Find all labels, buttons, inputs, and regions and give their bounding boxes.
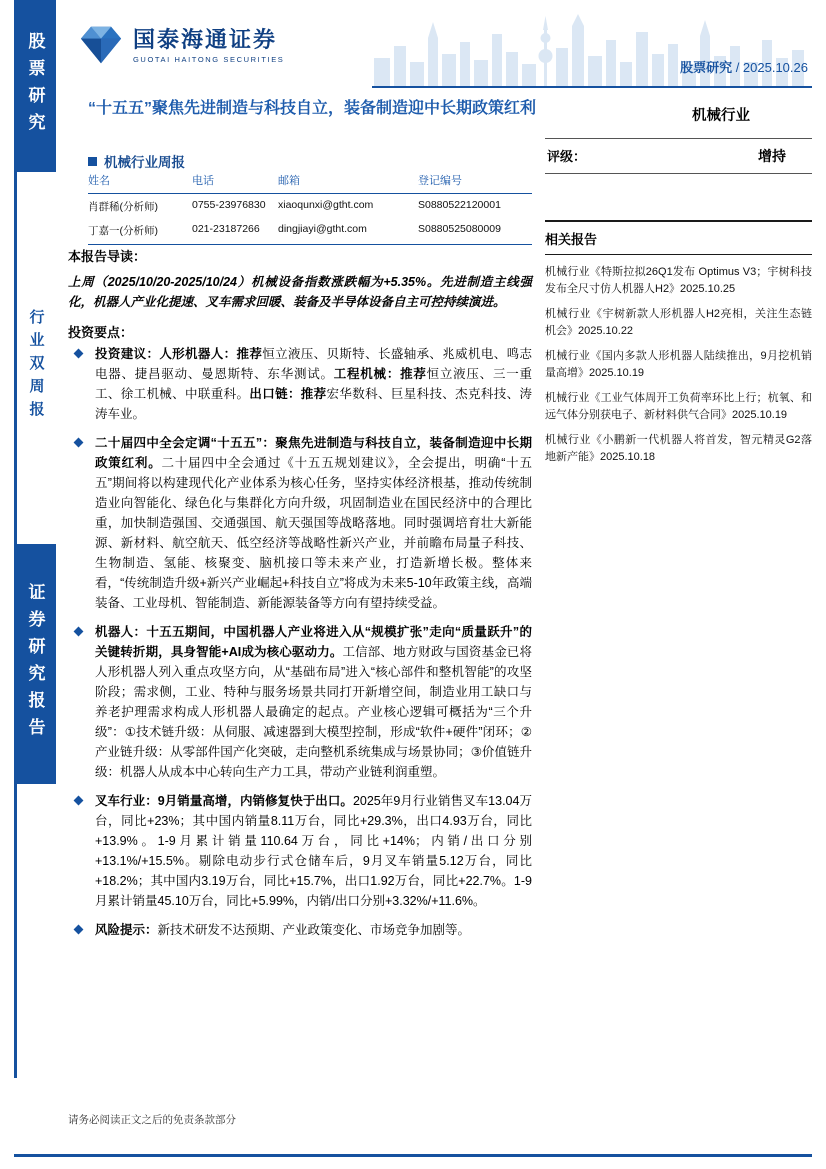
point-text: 2025年9月行业销售叉车13.04万台，同比+23%；其中国内销量8.11万台，同比+29.3%，出口4.93万台，同比+13.9%。1-9月累计销量110.64万台，同比+14%；内销/出口分别+13.1%/+15.5%。剔除电动步行式仓储车后，9月叉车销量5.12万台，同比+18.2%；其中国内3.19万台，同比+15.7%，出口1.92万台，同比+22.7%。1-9月累计销量45.10万台，同比+5.99%，内销/出口分别+3.32%/+11.6%。: [95, 794, 532, 908]
point-text: 风险提示：: [95, 923, 158, 937]
header-category: 股票研究: [680, 60, 733, 75]
related-report-item: 机械行业《国内多款人形机器人陆续推出，9月挖机销量高增》2025.10.19: [545, 350, 812, 379]
points-label: 投资要点：: [68, 325, 134, 340]
rail-research-report-block: [14, 544, 56, 784]
rail-top-label: 股票研究: [25, 32, 45, 140]
guide-text: 上周（2025/10/20-2025/10/24）机械设备指数涨跌幅为+5.35%。先进制造主线强化，机器人产业化提速、叉车需求回暖、装备及半导体设备自主可控持续演进。: [68, 275, 532, 309]
bullet-diamond-icon: [74, 626, 84, 636]
header-date: 2025.10.26: [742, 60, 808, 75]
col-header-phone: 电话: [192, 175, 214, 187]
brand-name: 国泰海通证券: [133, 26, 278, 52]
header-separator: /: [732, 60, 743, 75]
analyst-name: 丁嘉一(分析师): [88, 225, 158, 237]
rating-value: 增持: [758, 148, 786, 164]
bottom-border: [14, 1154, 812, 1157]
investment-point: [68, 920, 532, 940]
investment-point: [68, 791, 532, 911]
bullet-diamond-icon: [74, 924, 84, 934]
analyst-name: 肖群稀(分析师): [88, 201, 158, 213]
related-reports-section: [545, 220, 812, 465]
col-header-name: 姓名: [88, 175, 110, 187]
point-text: 恒立液压、三一重工、徐工机械、中联重科。: [95, 367, 532, 401]
investment-point: [68, 622, 532, 782]
point-text: 工程机械：推荐: [333, 367, 427, 381]
analyst-phone: 0755-23976830: [192, 199, 266, 211]
related-report-item: 机械行业《宇树新款人形机器人H2亮相，关注生态链机会》2025.10.22: [545, 308, 812, 337]
analyst-reg: S0880522120001: [418, 199, 501, 211]
rail-biweekly-block: [16, 286, 56, 446]
rating-row: [545, 138, 812, 174]
rail-stock-research-block: [14, 0, 56, 172]
analyst-email: dingjiayi@gtht.com: [278, 223, 367, 235]
report-guide: [68, 246, 532, 312]
col-header-reg: 登记编号: [418, 175, 462, 187]
point-text: 出口链：推荐: [249, 387, 327, 401]
investment-point: [68, 433, 532, 613]
analyst-table: [88, 172, 532, 245]
related-report-item: 机械行业《特斯拉拟26Q1发布 Optimus V3；宇树科技发布全尺寸仿人机器人H2》2025.10.25: [545, 266, 812, 295]
related-report-item: 机械行业《工业气体周开工负荷率环比上行；杭氧、和远气体分别获电子、新材料供气合同》2025.10.19: [545, 392, 812, 421]
disclaimer-note: 请务必阅读正文之后的免责条款部分: [68, 1114, 236, 1126]
header-divider: [372, 86, 812, 88]
related-report-item: 机械行业《小鹏新一代机器人将首发，智元精灵G2落地新产能》2025.10.18: [545, 434, 812, 463]
analyst-reg: S0880525080009: [418, 223, 501, 235]
right-column: [545, 104, 812, 474]
bullet-diamond-icon: [74, 348, 84, 358]
industry-label: 机械行业: [692, 108, 750, 124]
report-title: “十五五”聚焦先进制造与科技自立，装备制造迎中长期政策红利: [88, 100, 537, 117]
related-reports-title: 相关报告: [545, 222, 812, 255]
point-text: 二十届四中全会定调“十五五”：聚焦先进制造与科技自立，装备制造迎中长期政策红利。: [95, 436, 532, 470]
rail-bottom-label: 证券研究报告: [25, 583, 45, 745]
brand-logo: [78, 24, 284, 66]
point-text: 工信部、地方财政与国资基金已将人形机器人列入重点攻坚方向，从“基础布局”进入“核心部件和整机智能”的攻坚阶段；需求侧，工业、特种与服务场景共同打开新增空间，制造业用工缺口与养老护理需求构成人形机器人最确定的起点。产业核心逻辑可概括为“三个升级”：①技术链升级：从伺服、减速器到大模型控制，形成“软件+硬件”闭环；②产业链升级：从零部件国产化突破，走向整机系统集成与场景协同；③价值链升级：机器人从成本中心转向生产力工具，带动产业链利润重塑。: [95, 645, 532, 779]
point-text: 新技术研发不达预期、产业政策变化、市场竞争加剧等。: [157, 923, 471, 937]
rating-label: 评级：: [547, 149, 587, 164]
point-text: 叉车行业：9月销量高增，内销修复快于出口。: [95, 794, 353, 808]
bullet-diamond-icon: [74, 795, 84, 805]
subtitle-square-icon: [88, 157, 97, 166]
bullet-diamond-icon: [74, 437, 84, 447]
point-text: 恒立液压、贝斯特、长盛轴承、兆威机电、鸣志电器、捷昌驱动、曼恩斯特、东华测试。: [95, 347, 532, 381]
header-category-date: [680, 57, 808, 76]
subtitle-label: 机械行业周报: [104, 155, 185, 170]
brand-name-en: GUOTAI HAITONG SECURITIES: [133, 54, 285, 64]
report-subtitle: [88, 151, 185, 171]
brand-text: [133, 27, 284, 64]
brand-gem-icon: [78, 24, 124, 66]
investment-point: [68, 344, 532, 424]
rail-middle-label: 行业双周报: [27, 308, 45, 424]
analyst-row: [88, 218, 532, 242]
point-text: 宏华数科、巨星科技、杰克科技、涛涛车业。: [95, 387, 532, 421]
point-text: 机器人：十五五期间，中国机器人产业将进入从“规模扩张”走向“质量跃升”的关键转折期，具身智能+AI成为核心驱动力。: [95, 625, 532, 659]
analyst-row: [88, 194, 532, 218]
points-list: [68, 344, 532, 949]
analyst-phone: 021-23187266: [192, 223, 260, 235]
point-text: 投资建议：人形机器人：推荐: [95, 347, 263, 361]
guide-label: 本报告导读：: [68, 249, 147, 264]
col-header-email: 邮箱: [278, 175, 300, 187]
point-text: 二十届四中全会通过《十五五规划建议》，全会提出，明确“十五五”期间将以构建现代化产业体系为核心任务，坚持实体经济根基，推动传统制造业向智能化、绿色化与集群化方向升级，巩固制造业在国民经济中的合理比重，加快制造强国、交通强国、航天强国等战略落地。同时强调培育壮大新能源、新材料、航空航天、低空经济等战略性新兴产业，并前瞻布局量子科技、生物制造、氢能、核聚变、脑机接口等未来产业，打造新增长极。整体来看，“传统制造升级+新兴产业崛起+科技自立”将成为未来5-10年政策主线，高端装备、工业母机、智能制造、新能源装备等方向有望持续受益。: [95, 456, 532, 610]
related-list: [545, 264, 812, 465]
analyst-table-header: [88, 172, 532, 194]
analyst-email: xiaoqunxi@gtht.com: [278, 199, 374, 211]
analyst-rows: [88, 194, 532, 245]
